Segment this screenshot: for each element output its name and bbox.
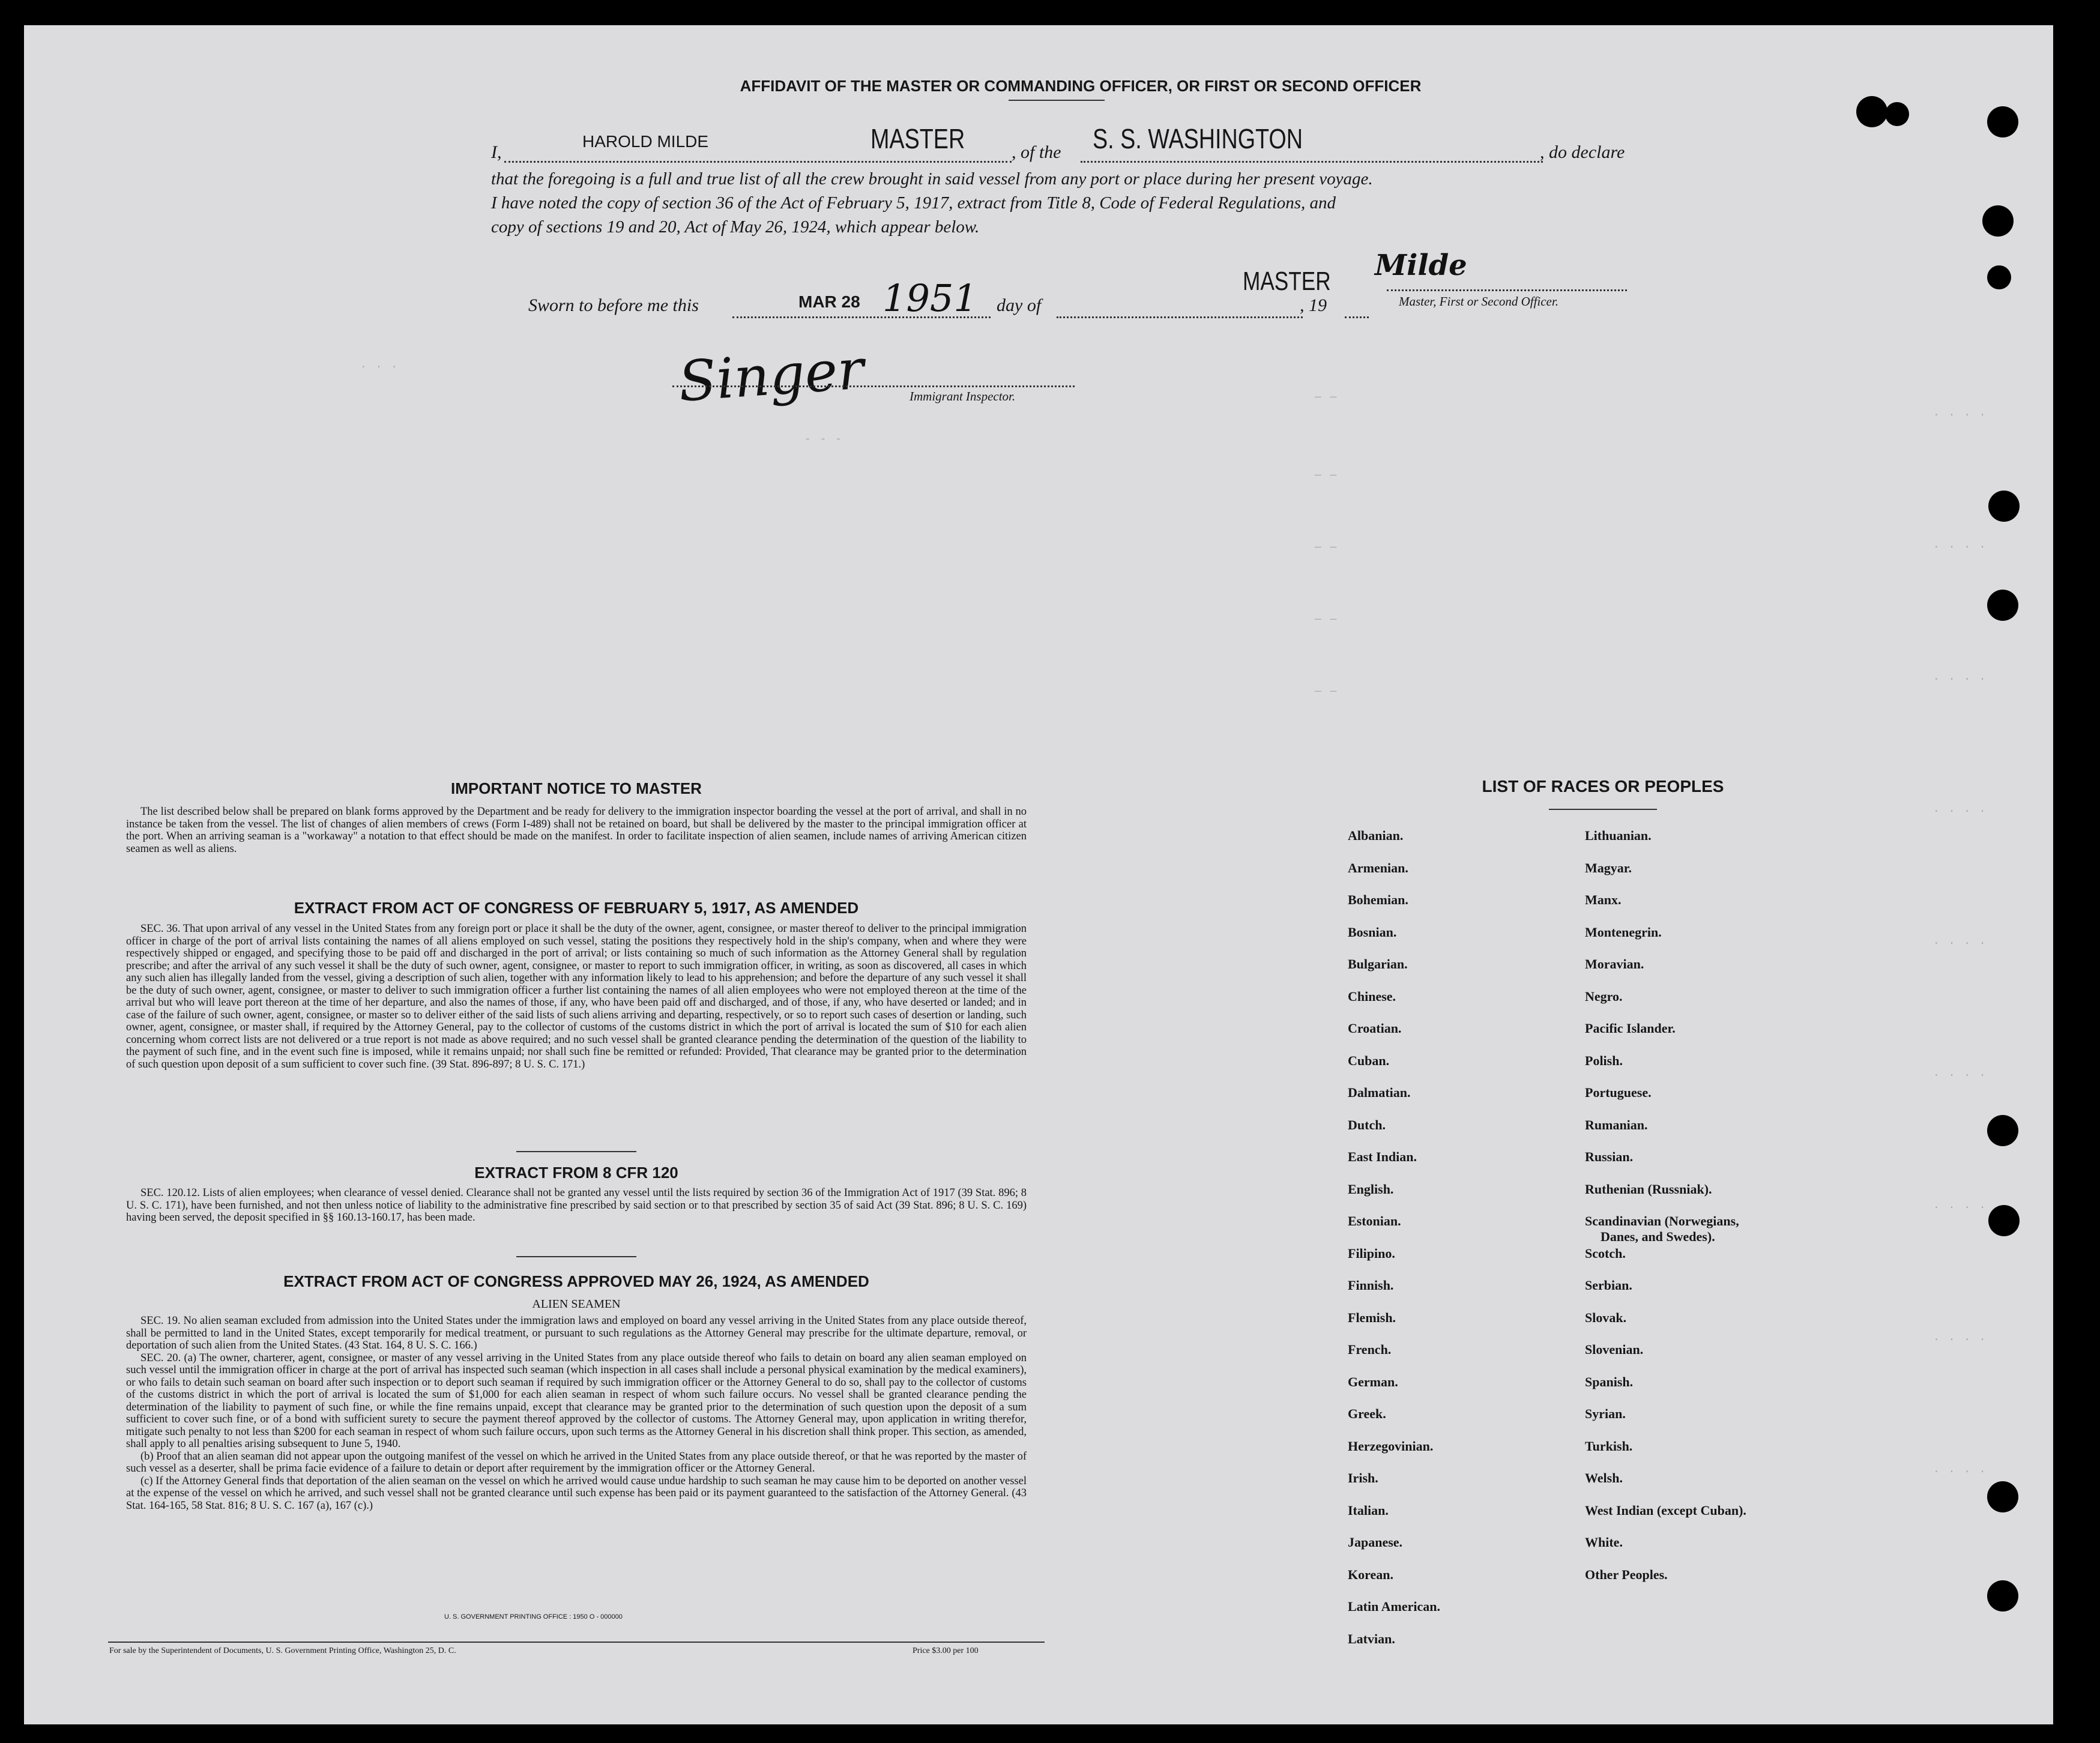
race-item: Rumanian. xyxy=(1585,1117,1648,1132)
master-caption: Master, First or Second Officer. xyxy=(1399,294,1558,309)
section-19-paragraph: SEC. 19. No alien seaman excluded from admission into the United States under the immigration laws and employed on board any vessel arriving in the United States from any place outside thereof, shall be permitted to land in the United States, except temporarily for medical treatment, or pursuant to such regulations as the Attorney General may prescribe for the ultimate departure, removal, or deportation of such alien from the United States. (43 Stat. 164, 8 U. S. C. 166.) xyxy=(126,1315,1027,1352)
declare-text: , do declare xyxy=(1540,142,1625,162)
race-item: Magyar. xyxy=(1585,860,1632,875)
race-item: Syrian. xyxy=(1585,1406,1626,1421)
notice-body xyxy=(126,806,1027,855)
section-20b-paragraph: (b) Proof that an alien seaman did not appear upon the outgoing manifest of the vessel on which he arrived in the United States from any place outside thereof, or that he was reported by the master of such vessel as a deserter, shall be prima facie evidence of a failure to detain or deport after requirement by the immigration officer or the Attorney General. xyxy=(126,1450,1027,1475)
race-item: Slovak. xyxy=(1585,1310,1627,1325)
vessel-field[interactable]: S. S. WASHINGTON xyxy=(1093,123,1303,154)
race-item: Pacific Islander. xyxy=(1585,1021,1676,1036)
punch-hole-icon xyxy=(1987,1481,2018,1512)
race-item: Finnish. xyxy=(1348,1278,1394,1293)
title-rule xyxy=(1009,100,1105,101)
section-20c-paragraph: (c) If the Attorney General finds that deportation of the alien seaman on the vessel on which he arrived would cause undue hardship to such seaman he may cause him to be deported on another vessel at the expense of the vessel on which he arrived, and such vessel shall not be granted clearance until such expense has been paid or its payment guaranteed to the satisfaction of the Attorney General. (43 Stat. 164-165, 58 Stat. 816; 8 U. S. C. 167 (a), 167 (c).) xyxy=(126,1475,1027,1512)
race-item: Bohemian. xyxy=(1348,892,1408,907)
punch-hole-icon xyxy=(1987,1580,2018,1612)
alien-seamen-subheading: ALIEN SEAMEN xyxy=(532,1297,621,1311)
race-item: Ruthenian (Russniak). xyxy=(1585,1181,1712,1197)
month-line xyxy=(1057,316,1303,318)
section-36-paragraph: SEC. 36. That upon arrival of any vessel in the United States from any foreign port or place it shall be the duty of the owner, agent, consignee, or master thereof to deliver to the principal immigration officer in charge of the port of arrival lists containing the names of all aliens employed on such vessel, stating the positions they respectively hold in the ship's company, when and where they were respectively shipped or engaged, and specifying those to be paid off and discharged in the port of arrival; or lists containing so much of such information as the Attorney General shall by regulation prescribe; and after the arrival of any such vessel it shall be the duty of such owner, agent, consignee, or master to report to such immigration officer, in writing, as soon as discovered, all cases in which any such alien has illegally landed from the vessel, giving a description of such alien, together with any information likely to lead to his apprehension; and before the departure of any such vessel it shall be the duty of such owner, agent, consignee, or master to deliver to such immigration officer a further list containing the names of all alien employees who were not employed thereon at the time of the arrival but who will leave port thereon at the time of her departure, and also the names of those, if any, who have been paid off and discharged, and of those, if any, who have deserted or landed; and in case of the failure of such owner, agent, consignee, or master so to deliver either of the said lists of such aliens arriving and departing, respectively, or so to report such cases of desertion or landing, such owner, agent, consignee, or master shall, if required by the Attorney General, pay to the collector of customs of the customs district in which the port of arrival is located the sum of $10 for each alien concerning whom correct lists are not delivered or a true report is not made as above required; and no such vessel shall be granted clearance pending the determination of the question of the liability to the payment of such fine, and in the event such fine is imposed, while it remains unpaid; nor shall such fine be remitted or refunded: Provided, That clearance may be granted prior to the determination of such question upon deposit of a sum sufficient to cover such fine. (39 Stat. 896-897; 8 U. S. C. 171.) xyxy=(126,923,1027,1071)
extract-1924-body xyxy=(126,1315,1027,1512)
race-item: Slovenian. xyxy=(1585,1342,1644,1357)
date-stamp: MAR 28 xyxy=(798,292,860,311)
footer-left: For sale by the Superintendent of Documents, U. S. Government Printing Office, Washington 25, D. C. xyxy=(109,1646,456,1655)
race-item: Spanish. xyxy=(1585,1374,1634,1389)
extract-1917-body xyxy=(126,923,1027,1071)
race-item: Montenegrin. xyxy=(1585,924,1662,940)
race-item: Bulgarian. xyxy=(1348,956,1408,971)
punch-hole-icon xyxy=(1982,205,2014,237)
handwritten-year: 1951 xyxy=(883,276,977,320)
race-item: Lithuanian. xyxy=(1585,828,1652,843)
declaration-line-4: copy of sections 19 and 20, Act of May 26, 1924, which appear below. xyxy=(491,217,980,237)
inspector-signature-line xyxy=(672,385,1075,387)
race-item: Polish. xyxy=(1585,1053,1623,1068)
race-item: French. xyxy=(1348,1342,1392,1357)
affidavit-title: AFFIDAVIT OF THE MASTER OR COMMANDING OFFICER, OR FIRST OR SECOND OFFICER xyxy=(740,77,1422,95)
races-heading-rule xyxy=(1549,809,1657,810)
punch-hole-icon xyxy=(1987,265,2011,289)
punch-hole-icon xyxy=(1885,102,1909,126)
day-of-text: day of xyxy=(997,295,1042,315)
race-item: Latin American. xyxy=(1348,1599,1440,1614)
race-item: Serbian. xyxy=(1585,1278,1632,1293)
race-item: English. xyxy=(1348,1181,1394,1197)
race-item: West Indian (except Cuban). xyxy=(1585,1502,1746,1518)
declaration-line-2: that the foregoing is a full and true list of all the crew brought in said vessel from any port or place during her present voyage. xyxy=(491,169,1373,189)
race-item: Greek. xyxy=(1348,1406,1386,1421)
race-item: Latvian. xyxy=(1348,1631,1395,1646)
section-20a-paragraph: SEC. 20. (a) The owner, charterer, agent, consignee, or master of any vessel arriving in the United States from any place outside thereof who fails to detain on board any alien seaman employed on such vessel until the immigration officer in charge at the port of arrival has inspected such seaman (which inspection in all cases shall include a personal physical examination by the medical examiners), or who fails to detain such seaman on board after such inspection or to deport such seaman if required by such immigration officer or the Attorney General to do so, shall pay to the collector of customs of the customs district in which the port of arrival is located the sum of $1,000 for each alien seaman in respect of whom such failure occurs. No vessel shall be granted clearance pending the determination of the liability to payment of such fine, or while the fine remains unpaid, except that clearance may be granted prior to the determination of such question upon the deposit of a sum sufficient to cover such fine, or of a bond with sufficient surety to secure the payment thereof approved by the collector of customs. The Attorney General may, upon application in writing therefor, mitigate such penalty to not less than $200 for each seaman in respect of whom such failure occurs, upon such terms as the Attorney General in his discretion shall think proper. This section, as amended, shall apply to all penalties arising subsequent to June 5, 1940. xyxy=(126,1352,1027,1450)
race-item: Welsh. xyxy=(1585,1470,1623,1485)
race-item: Scotch. xyxy=(1585,1245,1626,1261)
master-signature-line xyxy=(1387,289,1627,291)
race-item: Japanese. xyxy=(1348,1535,1403,1550)
inspector-signature: Singer xyxy=(676,337,866,414)
punch-hole-icon xyxy=(1987,106,2018,137)
officer-name-line xyxy=(504,161,1012,163)
race-item: German. xyxy=(1348,1374,1398,1389)
printing-office-line: U. S. GOVERNMENT PRINTING OFFICE : 1950 O - 000000 xyxy=(444,1613,623,1621)
race-item: Dalmatian. xyxy=(1348,1085,1411,1100)
race-item: White. xyxy=(1585,1535,1623,1550)
race-item: Cuban. xyxy=(1348,1053,1390,1068)
race-item: Bosnian. xyxy=(1348,924,1397,940)
race-item: Danes, and Swedes). xyxy=(1601,1229,1715,1244)
year-line xyxy=(1345,316,1369,318)
extract-1917-heading: EXTRACT FROM ACT OF CONGRESS OF FEBRUARY 5, 1917, AS AMENDED xyxy=(294,899,859,917)
footer-rule xyxy=(108,1642,1045,1643)
inspector-caption: Immigrant Inspector. xyxy=(910,389,1016,403)
race-item: Portuguese. xyxy=(1585,1085,1652,1100)
race-item: Manx. xyxy=(1585,892,1622,907)
rank-field[interactable]: MASTER xyxy=(870,123,965,154)
race-item: Estonian. xyxy=(1348,1213,1401,1228)
cfr-paragraph: SEC. 120.12. Lists of alien employees; when clearance of vessel denied. Clearance shall not be granted any vessel until the lists required by section 36 of the Immigration Act of 1917 (39 Stat. 896; 8 U. S. C. 171), have been furnished, and not then unless notice of liability to the administrative fine prescribed by said section or to that prescribed by section 35 of said Act (39 Stat. 896; 8 U. S. C. 169) having been served, the deposit specified in §§ 160.13-160.17, has been made. xyxy=(126,1187,1027,1224)
race-item: Croatian. xyxy=(1348,1021,1402,1036)
race-item: Chinese. xyxy=(1348,988,1396,1004)
of-the-text: , of the xyxy=(1012,142,1061,162)
declaration-line-3: I have noted the copy of section 36 of the Act of February 5, 1917, extract from Title 8, Code of Federal Regulations, and xyxy=(491,193,1336,213)
races-heading: LIST OF RACES OR PEOPLES xyxy=(1482,777,1724,796)
officer-name-field[interactable]: HAROLD MILDE xyxy=(582,132,709,151)
punch-hole-icon xyxy=(1988,1205,2020,1236)
divider xyxy=(516,1151,636,1152)
divider xyxy=(516,1256,636,1257)
bleed-through: · · · - - - — — — — — — — — — — · · · · · · · · · · · · · · · · · · · · · · · · · · · · · · · · · · · · xyxy=(360,361,1987,1478)
race-item: Russian. xyxy=(1585,1149,1634,1164)
year-prefix: , 19 xyxy=(1300,295,1327,315)
race-item: East Indian. xyxy=(1348,1149,1417,1164)
punch-hole-icon xyxy=(1856,96,1887,127)
race-item: Negro. xyxy=(1585,988,1623,1004)
race-item: Filipino. xyxy=(1348,1245,1395,1261)
race-item: Flemish. xyxy=(1348,1310,1396,1325)
notice-heading: IMPORTANT NOTICE TO MASTER xyxy=(451,779,702,797)
race-item: Irish. xyxy=(1348,1470,1378,1485)
race-item: Armenian. xyxy=(1348,860,1408,875)
notice-paragraph: The list described below shall be prepared on blank forms approved by the Department and be ready for delivery to the immigration inspector boarding the vessel at the port of arrival, and shall in no instance be taken from the vessel. The list of changes of alien members of crews (Form I-489) shall not be retained on board, but shall be delivered by the master to the principal immigration officer at the port. When an arriving seaman is a "workaway" a notation to that effect should be made on the manifest. In order to facilitate inspection of alien seamen, include names of arriving American citizen seamen as well as aliens. xyxy=(126,806,1027,855)
race-item: Scandinavian (Norwegians, xyxy=(1585,1213,1739,1228)
punch-hole-icon xyxy=(1988,491,2020,522)
vessel-line xyxy=(1081,161,1543,163)
punch-hole-icon xyxy=(1987,1115,2018,1146)
signer-rank-stamp: MASTER xyxy=(1243,267,1331,296)
race-item: Korean. xyxy=(1348,1566,1393,1582)
punch-hole-icon xyxy=(1987,590,2018,621)
footer-right: Price $3.00 per 100 xyxy=(913,1646,979,1655)
race-item: Other Peoples. xyxy=(1585,1566,1668,1582)
race-item: Albanian. xyxy=(1348,828,1404,843)
sworn-text: Sworn to before me this xyxy=(528,295,699,315)
cfr-heading: EXTRACT FROM 8 CFR 120 xyxy=(474,1164,678,1182)
race-item: Dutch. xyxy=(1348,1117,1386,1132)
cfr-body xyxy=(126,1187,1027,1224)
race-item: Italian. xyxy=(1348,1502,1389,1518)
race-item: Turkish. xyxy=(1585,1438,1633,1454)
form-sheet xyxy=(24,25,2053,1724)
race-item: Moravian. xyxy=(1585,956,1644,971)
declaration-prefix: I, xyxy=(491,142,502,162)
extract-1924-heading: EXTRACT FROM ACT OF CONGRESS APPROVED MAY 26, 1924, AS AMENDED xyxy=(283,1272,869,1290)
master-signature: Milde xyxy=(1375,249,1467,282)
race-item: Herzegovinian. xyxy=(1348,1438,1434,1454)
